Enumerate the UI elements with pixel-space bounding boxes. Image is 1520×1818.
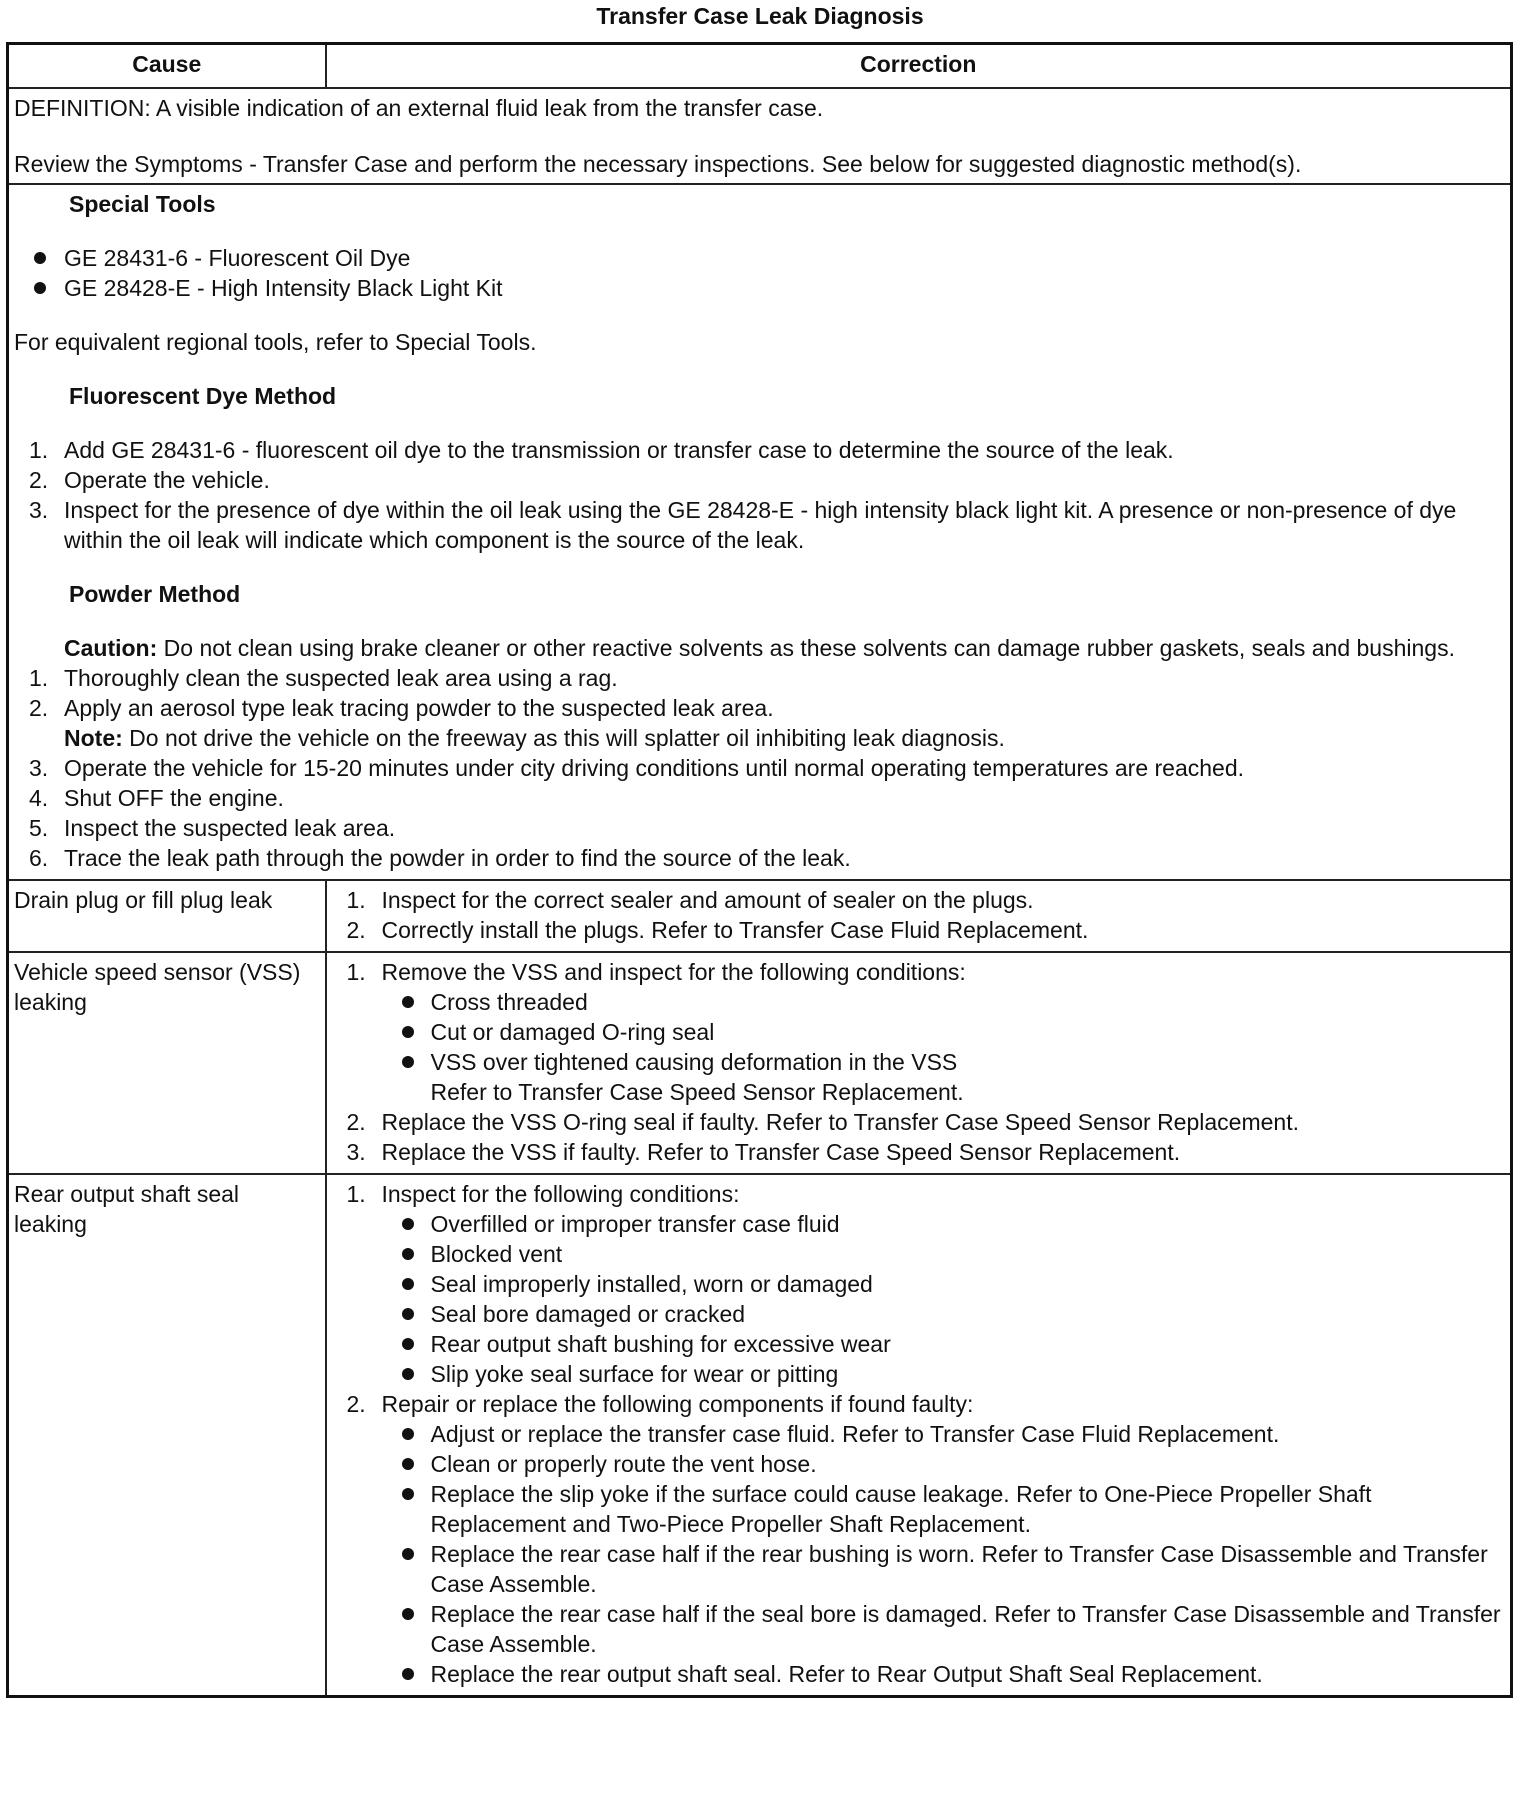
list-item: Cut or damaged O-ring seal [382,1017,1503,1047]
caution-note: Caution: Do not clean using brake cleaner or other reactive solvents as these solvents can damage rubber gaskets, seals and bushings. [64,635,1455,661]
special-tools-heading: Special Tools [69,191,216,217]
list-item: GE 28431-6 - Fluorescent Oil Dye [14,243,1502,273]
list-item: Blocked vent [382,1239,1503,1269]
powder-method-heading: Powder Method [69,581,241,607]
cause-cell: Vehicle speed sensor (VSS) leaking [8,952,326,1174]
list-item: 1. Thoroughly clean the suspected leak area using a rag. [29,665,618,691]
list-item: 2. Operate the vehicle. [29,467,270,493]
list-item: Replace the rear case half if the rear bushing is worn. Refer to Transfer Case Disassemble and Transfer Case Assemble. [382,1539,1503,1599]
list-item: Rear output shaft bushing for excessive wear [382,1329,1503,1359]
definition-text: DEFINITION: A visible indication of an external fluid leak from the transfer case. [14,95,824,121]
powder-steps-list [14,663,1502,873]
cause-cell: Drain plug or fill plug leak [8,880,326,952]
intro-cell [8,88,1512,184]
list-item: 1. Inspect for the following conditions: Overfilled or improper transfer case fluid Blocked vent Seal improperly installed, worn or damaged Seal bore damaged or cracked Rear output shaft bushing for excessive wear Slip yoke seal surface for wear or pitting [332,1179,1503,1389]
list-item: Adjust or replace the transfer case fluid. Refer to Transfer Case Fluid Replacement. [382,1419,1503,1449]
list-item: Replace the rear case half if the seal bore is damaged. Refer to Transfer Case Disassemble and Transfer Case Assemble. [382,1599,1503,1659]
list-item: 4. Shut OFF the engine. [29,785,284,811]
table-row [8,952,1512,1174]
table-row [8,1174,1512,1697]
list-item: 1. Add GE 28431-6 - fluorescent oil dye to the transmission or transfer case to determine the source of the leak. [29,437,1174,463]
correction-cell [326,1174,1512,1697]
list-item: 3. Operate the vehicle for 15-20 minutes under city driving conditions until normal operating temperatures are reached. [29,755,1245,781]
methods-cell [8,184,1512,880]
table-row [8,880,1512,952]
list-item: GE 28428-E - High Intensity Black Light Kit [14,273,1502,303]
list-item: 1. Inspect for the correct sealer and amount of sealer on the plugs. [346,887,1034,913]
diagnosis-table [6,42,1513,1698]
list-item: 2. Correctly install the plugs. Refer to Transfer Case Fluid Replacement. [346,917,1089,943]
cause-cell: Rear output shaft seal leaking [8,1174,326,1697]
list-item: Seal improperly installed, worn or damaged [382,1269,1503,1299]
intro-row [8,88,1512,184]
list-item: Clean or properly route the vent hose. [382,1449,1503,1479]
list-item: Seal bore damaged or cracked [382,1299,1503,1329]
list-item: 2. Repair or replace the following components if found faulty: Adjust or replace the transfer case fluid. Refer to Transfer Case Fluid Replacement. Clean or properly route the vent hose. Replace the slip yoke if the surface could cause leakage. Refer to One-Piece Propeller Shaft Replacement and Two-Piece Propeller Shaft Replacement. Replace the rear case half if the rear bushing is worn. Refer to Transfer Case Disassemble and Transfer Case Assemble. Replace the rear case half if the seal bore is damaged. Refer to Transfer Case Disassemble and Transfer Case Assemble. Replace the rear output shaft seal. Refer to Rear Output Shaft Seal Replacement. [346,1391,1501,1687]
list-item: Slip yoke seal surface for wear or pitting [382,1359,1503,1389]
list-item: Overfilled or improper transfer case fluid [382,1209,1503,1239]
table-header-row [8,44,1512,89]
list-item: Replace the rear output shaft seal. Refer to Rear Output Shaft Seal Replacement. [382,1659,1503,1689]
list-item: VSS over tightened causing deformation in the VSS Refer to Transfer Case Speed Sensor Replacement. [382,1047,1503,1107]
equivalent-tools-text: For equivalent regional tools, refer to Special Tools. [14,329,537,355]
list-item: 2. Apply an aerosol type leak tracing powder to the suspected leak area. Note: Do not drive the vehicle on the freeway as this will splatter oil inhibiting leak diagnosis. [29,695,1005,751]
review-text: Review the Symptoms - Transfer Case and perform the necessary inspections. See below for suggested diagnostic method(s). [14,151,1302,177]
list-item: 5. Inspect the suspected leak area. [29,815,396,841]
correction-header: Correction [326,44,1512,89]
list-item: 6. Trace the leak path through the powder in order to find the source of the leak. [29,845,851,871]
list-item: 1. Remove the VSS and inspect for the following conditions: Cross threaded Cut or damaged O-ring seal VSS over tightened causing deformation in the VSS Refer to Transfer Case Speed Sensor Replacement. [332,957,1503,1107]
list-item: 3. Replace the VSS if faulty. Refer to Transfer Case Speed Sensor Replacement. [346,1139,1181,1165]
correction-cell [326,880,1512,952]
methods-row [8,184,1512,880]
dye-method-heading: Fluorescent Dye Method [69,383,337,409]
dye-steps-list [14,435,1502,555]
page-title: Transfer Case Leak Diagnosis [596,3,924,29]
list-item: Replace the slip yoke if the surface could cause leakage. Refer to One-Piece Propeller Shaft Replacement and Two-Piece Propeller Shaft Replacement. [382,1479,1503,1539]
correction-cell [326,952,1512,1174]
cause-header: Cause [8,44,326,89]
list-item: 2. Replace the VSS O-ring seal if faulty. Refer to Transfer Case Speed Sensor Replacement. [346,1109,1299,1135]
tools-list [14,243,1502,303]
list-item: Cross threaded [382,987,1503,1017]
list-item: 3. Inspect for the presence of dye within the oil leak using the GE 28428-E - high intensity black light kit. A presence or non-presence of dye within the oil leak will indicate which component is the source of the leak. [29,497,1457,553]
